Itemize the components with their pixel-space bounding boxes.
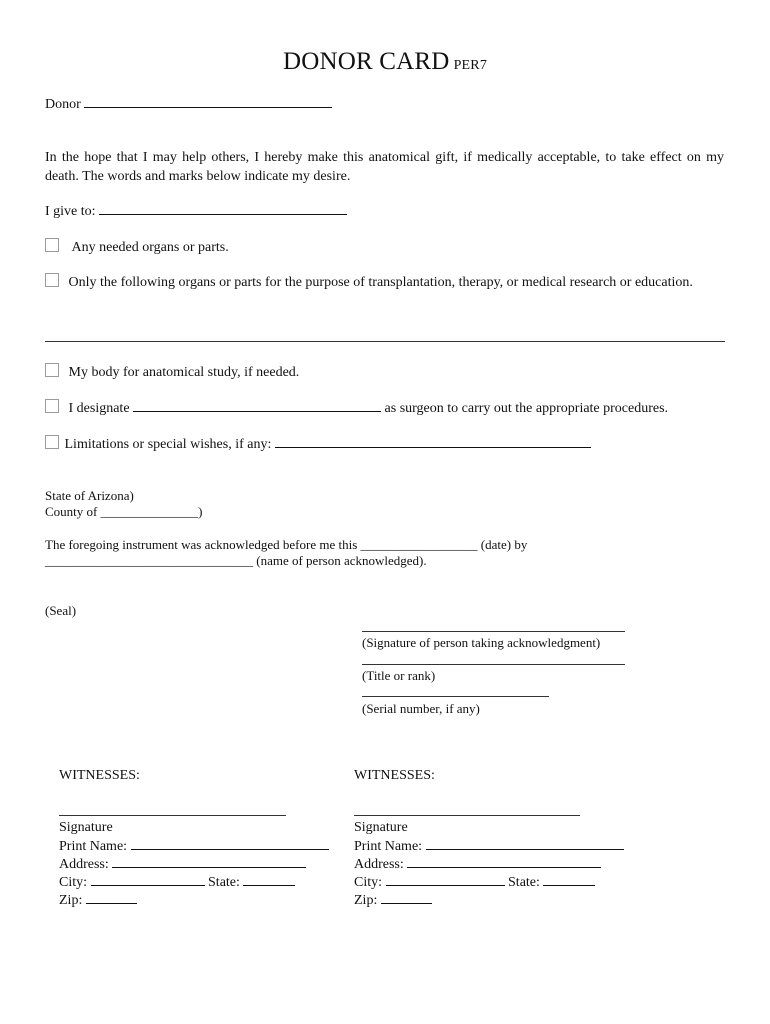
witness-2-state-field[interactable] [543,873,595,886]
body-study-checkbox[interactable] [45,363,59,377]
option-limitations [45,435,591,453]
witness-2-city-label: City: [354,875,383,890]
witness-1-heading: WITNESSES: [59,768,140,783]
donor-row [45,95,332,113]
witness-1-zip-label: Zip: [59,893,83,908]
title-text: DONOR CARD [282,48,450,75]
witness-1-print-name-row [59,837,329,856]
witness-1-city-field[interactable] [91,873,205,886]
notary-title-line[interactable] [362,664,625,665]
witness-2-address-field[interactable] [407,855,601,868]
only-following-checkbox[interactable] [45,273,59,287]
ack-line-1: The foregoing instrument was acknowledged before me this __________________ (date) by [45,537,528,552]
witness-1-signature-label: Signature [59,820,113,835]
witness-1-city-row [59,873,295,892]
limitations-checkbox[interactable] [45,435,59,449]
witness-1-print-name-field[interactable] [131,837,329,850]
witness-2-print-name-label: Print Name: [354,839,423,854]
witness-2-state-label: State: [508,875,540,890]
witness-1-state-label: State: [208,875,240,890]
limitations-field[interactable] [275,435,591,448]
witness-2-address-label: Address: [354,857,404,872]
organs-specify-line[interactable] [45,341,725,342]
state-line: State of Arizona) [45,488,134,503]
witness-2-city-row [354,873,595,892]
witness-1-address-row [59,855,306,874]
any-organs-label: Any needed organs or parts. [71,240,229,255]
witness-1-print-name-label: Print Name: [59,839,128,854]
page-title [0,48,770,76]
designate-prefix: I designate [68,401,130,416]
witness-1-address-label: Address: [59,857,109,872]
witness-2-zip-label: Zip: [354,893,378,908]
witness-2-city-field[interactable] [386,873,505,886]
designate-checkbox[interactable] [45,399,59,413]
donor-name-field[interactable] [84,95,332,108]
intro-paragraph: In the hope that I may help others, I hereby make this anatomical gift, if medically acceptable, to take effect on my death. The words and marks below indicate my desire. [45,150,724,184]
designate-suffix: as surgeon to carry out the appropriate procedures. [384,401,669,416]
option-designate [45,399,668,417]
witness-2-print-name-row [354,837,624,856]
option-only-following [45,273,724,292]
witness-1-address-field[interactable] [112,855,306,868]
witness-2-heading: WITNESSES: [354,768,435,783]
witness-2-zip-row [354,891,432,910]
witness-1-zip-row [59,891,137,910]
witness-1-zip-field[interactable] [86,891,137,904]
body-study-label: My body for anatomical study, if needed. [68,365,300,380]
witness-2-address-row [354,855,601,874]
option-any-organs [45,238,229,256]
notary-title-caption: (Title or rank) [362,668,436,683]
give-to-row [45,202,347,220]
notary-serial-caption: (Serial number, if any) [362,701,480,716]
notary-signature-line[interactable] [362,631,625,632]
give-to-field[interactable] [99,202,347,215]
witness-1-signature-line[interactable] [59,815,286,816]
option-body-study [45,363,299,381]
notary-signature-caption: (Signature of person taking acknowledgment) [362,635,601,650]
seal-label: (Seal) [45,603,77,618]
surgeon-name-field[interactable] [133,399,381,412]
county-line: County of _______________) [45,504,203,519]
only-following-label: Only the following organs or parts for the purpose of transplantation, therapy, or medical research or education. [68,275,693,290]
donor-label: Donor [45,97,81,112]
give-to-label: I give to: [45,204,96,219]
witness-2-signature-line[interactable] [354,815,580,816]
form-code: PER7 [453,58,488,73]
any-organs-checkbox[interactable] [45,238,59,252]
witness-2-print-name-field[interactable] [426,837,624,850]
witness-2-signature-label: Signature [354,820,408,835]
witness-1-state-field[interactable] [243,873,295,886]
witness-2-zip-field[interactable] [381,891,432,904]
witness-1-city-label: City: [59,875,88,890]
ack-line-2: ________________________________ (name of person acknowledged). [45,553,427,568]
limitations-label: Limitations or special wishes, if any: [64,437,272,452]
notary-serial-line[interactable] [362,696,549,697]
